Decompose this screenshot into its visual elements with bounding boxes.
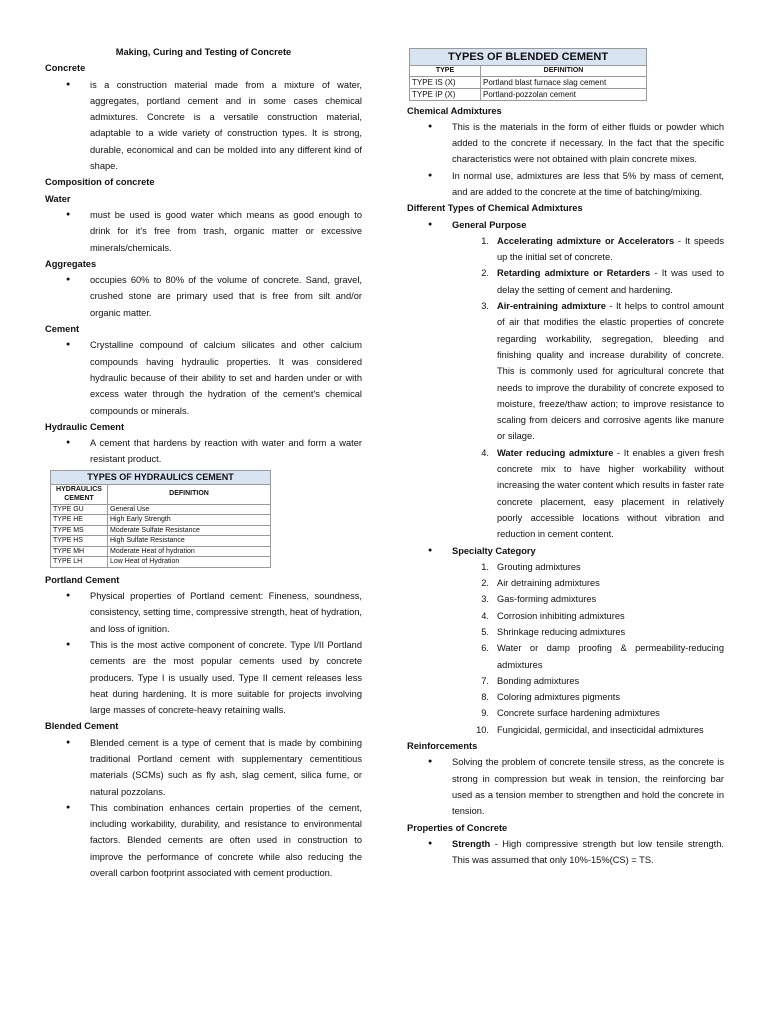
numbered-item [407,265,724,298]
table-cell: Low Heat of Hydration [108,557,271,568]
item-number: 10. [476,724,489,735]
item-text: Bonding admixtures [497,675,580,686]
table-cell: Portland blast furnace slag cement [481,76,647,88]
aggregates-heading: Aggregates [45,258,97,269]
table-cell: Moderate Sulfate Resistance [108,525,271,536]
item-term: Strength [452,838,491,849]
specialty-group [407,543,724,559]
admixture-types-heading: Different Types of Chemical Admixtures [407,203,583,214]
table-cell: TYPE IS (X) [410,76,481,88]
list-item: ● Crystalline compound of calcium silicates and other calcium compounds having hydraulic properties. It was considered hydraulic because of their ability to set and harden under or with excess water through the hydration of the cement's chemical compounds or minerals. [45,337,362,418]
numbered-item [407,233,724,266]
table-cell: TYPE HE [51,515,108,526]
item-number: 3. [481,301,489,312]
item-text: Air detraining admixtures [497,578,600,589]
item-number: 9. [481,708,489,719]
table-cell: TYPE LH [51,557,108,568]
specialty-category-label: ● Specialty Category [407,543,724,559]
item-text: - It helps to control amount of air that modifies the elastic properties of concrete regarding workability, segregation, bleeding and finishing quality and increase durability of concrete. This is commonly used for agricultural concrete that needs to improve the durability of concrete exposed to moisture, freeze/thaw action; to improve resistance to scaling from deicers and corrosive agents like manure or silage. [497,301,724,442]
numbered-item [407,559,724,575]
numbered-item [407,445,724,543]
table-header: DEFINITION [108,484,271,504]
document-title: Making, Curing and Testing of Concrete [115,47,292,57]
list-item: ● Physical properties of Portland cement: Fineness, soundness, consistency, setting time, compressive strength, heat of hydration, and loss of ignition. [45,588,362,637]
table-row [51,515,271,526]
general-purpose-label: ● General Purpose [407,217,724,233]
numbered-item [407,575,724,591]
item-number: 3. [481,594,489,605]
item-term: Retarding admixture or Retarders [497,268,651,279]
item-number: 8. [481,692,489,703]
table-row [51,536,271,547]
numbered-item [407,689,724,705]
hydraulic-cement-heading: Hydraulic Cement [45,421,125,432]
blended-list [45,735,362,882]
list-item: ● This is the most active component of concrete. Type I/II Portland cements are the most popular cements used by concrete producers. Type I is usually used. Type II cement releases less heat during hardening. It is more suitable for projects involving large masses of concrete-heavy retaining walls. [45,637,362,718]
numbered-item [407,608,724,624]
hydraulic-cement-table [50,470,271,568]
item-number: 6. [481,643,489,654]
properties-heading: Properties of Concrete [407,822,508,833]
concrete-list [45,77,362,175]
left-column [45,44,362,881]
list-item: ● is a construction material made from a mixture of water, aggregates, portland cement and in some cases chemical admixtures. Concrete is a versatile construction material, adaptable to a wide variety of construction types. It is strong, durable, economical and can be molded into any different kind of shape. [45,77,362,175]
item-text: Shrinkage reducing admixtures [497,627,626,637]
list-item: ● Solving the problem of concrete tensile stress, as the concrete is strong in compression but weak in tension, the reinforcing bar used as a tension member to strengthen and hold the concrete in tension. [407,754,724,819]
item-text: Fungicidal, germicidal, and insecticidal admixtures [497,724,704,735]
numbered-item [407,298,724,445]
cement-heading: Cement [45,324,80,335]
blended-cement-table [409,48,647,101]
table-cell: TYPE IP (X) [410,88,481,100]
item-term: Air-entraining admixture [497,301,606,312]
table-cell: TYPE MS [51,525,108,536]
chemical-list [407,119,724,200]
properties-list [407,836,724,869]
table-cell: TYPE MH [51,546,108,557]
item-text: Corrosion inhibiting admixtures [497,610,625,621]
item-number: 2. [481,268,489,279]
table-row [410,76,647,88]
numbered-item [407,591,724,607]
list-item: ● This combination enhances certain properties of the cement, including workability, durability, and resistance to environmental factors. Blended cements are often used in construction to improve the performance of concrete while also reducing the overall carbon footprint associated with cement production. [45,800,362,881]
table-cell: TYPE HS [51,536,108,547]
item-text: - It speeds up the initial set of concrete. [497,235,724,263]
item-text: Coloring admixtures pigments [497,692,620,703]
table-cell: Moderate Heat of hydration [108,546,271,557]
numbered-item [407,673,724,689]
water-list [45,207,362,256]
item-number: 4. [481,610,489,621]
specialty-list [407,559,724,738]
list-item [407,836,724,869]
item-number: 1. [481,235,489,246]
list-item: ● occupies 60% to 80% of the volume of concrete. Sand, gravel, crushed stone are primary used that is free from silt and/or organic matter. [45,272,362,321]
item-number: 5. [481,627,489,637]
list-item: ● In normal use, admixtures are less that 5% by mass of cement, and are added to the concrete at the time of batching/mixing. [407,168,724,201]
list-item: ● This is the materials in the form of either fluids or powder which added to the concrete if necessary. In the fact that the specific characteristics were not obtained with plain concrete mixes. [407,119,724,168]
table-cell: High Early Strength [108,515,271,526]
general-purpose-group [407,217,724,233]
item-text: - It enables a given fresh concrete mix to have higher workability without increasing the water content which results in faster rate concrete placement, easy placement in relatively poorly accessible locations without vibration and reduction in cement content. [497,447,725,540]
item-number: 1. [481,561,489,572]
chemical-admixtures-heading: Chemical Admixtures [407,105,502,116]
list-item: ● must be used is good water which means as good enough to drink for it's free from trash, organic matter or excessive minerals/chemicals. [45,207,362,256]
cement-list [45,337,362,418]
reinforcements-heading: Reinforcements [407,741,478,752]
numbered-item [407,640,724,673]
portland-list [45,588,362,718]
table-cell: Portland-pozzolan cement [481,88,647,100]
item-text: Gas-forming admixtures [497,594,597,605]
table-row [410,88,647,100]
blended-cement-heading: Blended Cement [45,721,119,732]
item-text: - High compressive strength but low tensile strength. This was assumed that only 10%-15%(CS) = TS. [452,838,724,866]
numbered-item [407,722,724,738]
list-item: ● Blended cement is a type of cement that is made by combining traditional Portland cement with supplementary cementitious materials (SCMs) such as fly ash, slag cement, silica fume, or natural pozzolans. [45,735,362,800]
portland-cement-heading: Portland Cement [45,574,120,585]
reinforcements-list [407,754,724,819]
table-caption: TYPES OF BLENDED CEMENT [410,49,647,66]
list-item: ● A cement that hardens by reaction with water and form a water resistant product. [45,435,362,468]
item-term: Water reducing admixture [497,447,614,458]
concrete-heading: Concrete [45,63,86,74]
table-row [51,546,271,557]
aggregates-list [45,272,362,321]
table-header: TYPE [410,66,481,77]
item-number: 2. [481,578,489,589]
right-column [407,48,724,868]
item-number: 7. [481,675,489,686]
table-caption: TYPES OF HYDRAULICS CEMENT [51,470,271,484]
item-term: Accelerating admixture or Accelerators [497,235,675,246]
table-row [51,504,271,515]
table-header: HYDRAULICS CEMENT [51,484,108,504]
numbered-item [407,705,724,721]
table-row [51,557,271,568]
table-cell: High Sulfate Resistance [108,536,271,547]
item-text: Grouting admixtures [497,561,581,572]
item-text: Concrete surface hardening admixtures [497,708,660,719]
numbered-item [407,624,724,640]
table-cell: General Use [108,504,271,515]
table-header: DEFINITION [481,66,647,77]
general-purpose-list [407,233,724,543]
water-heading: Water [45,193,71,204]
item-text: - It was used to delay the setting of cement and hardening. [497,268,724,295]
item-text: Water or damp proofing & permeability-reducing admixtures [497,643,724,670]
composition-heading: Composition of concrete [45,177,155,188]
table-row [51,525,271,536]
hydraulic-list [45,435,362,468]
table-cell: TYPE GU [51,504,108,515]
item-number: 4. [481,447,489,458]
